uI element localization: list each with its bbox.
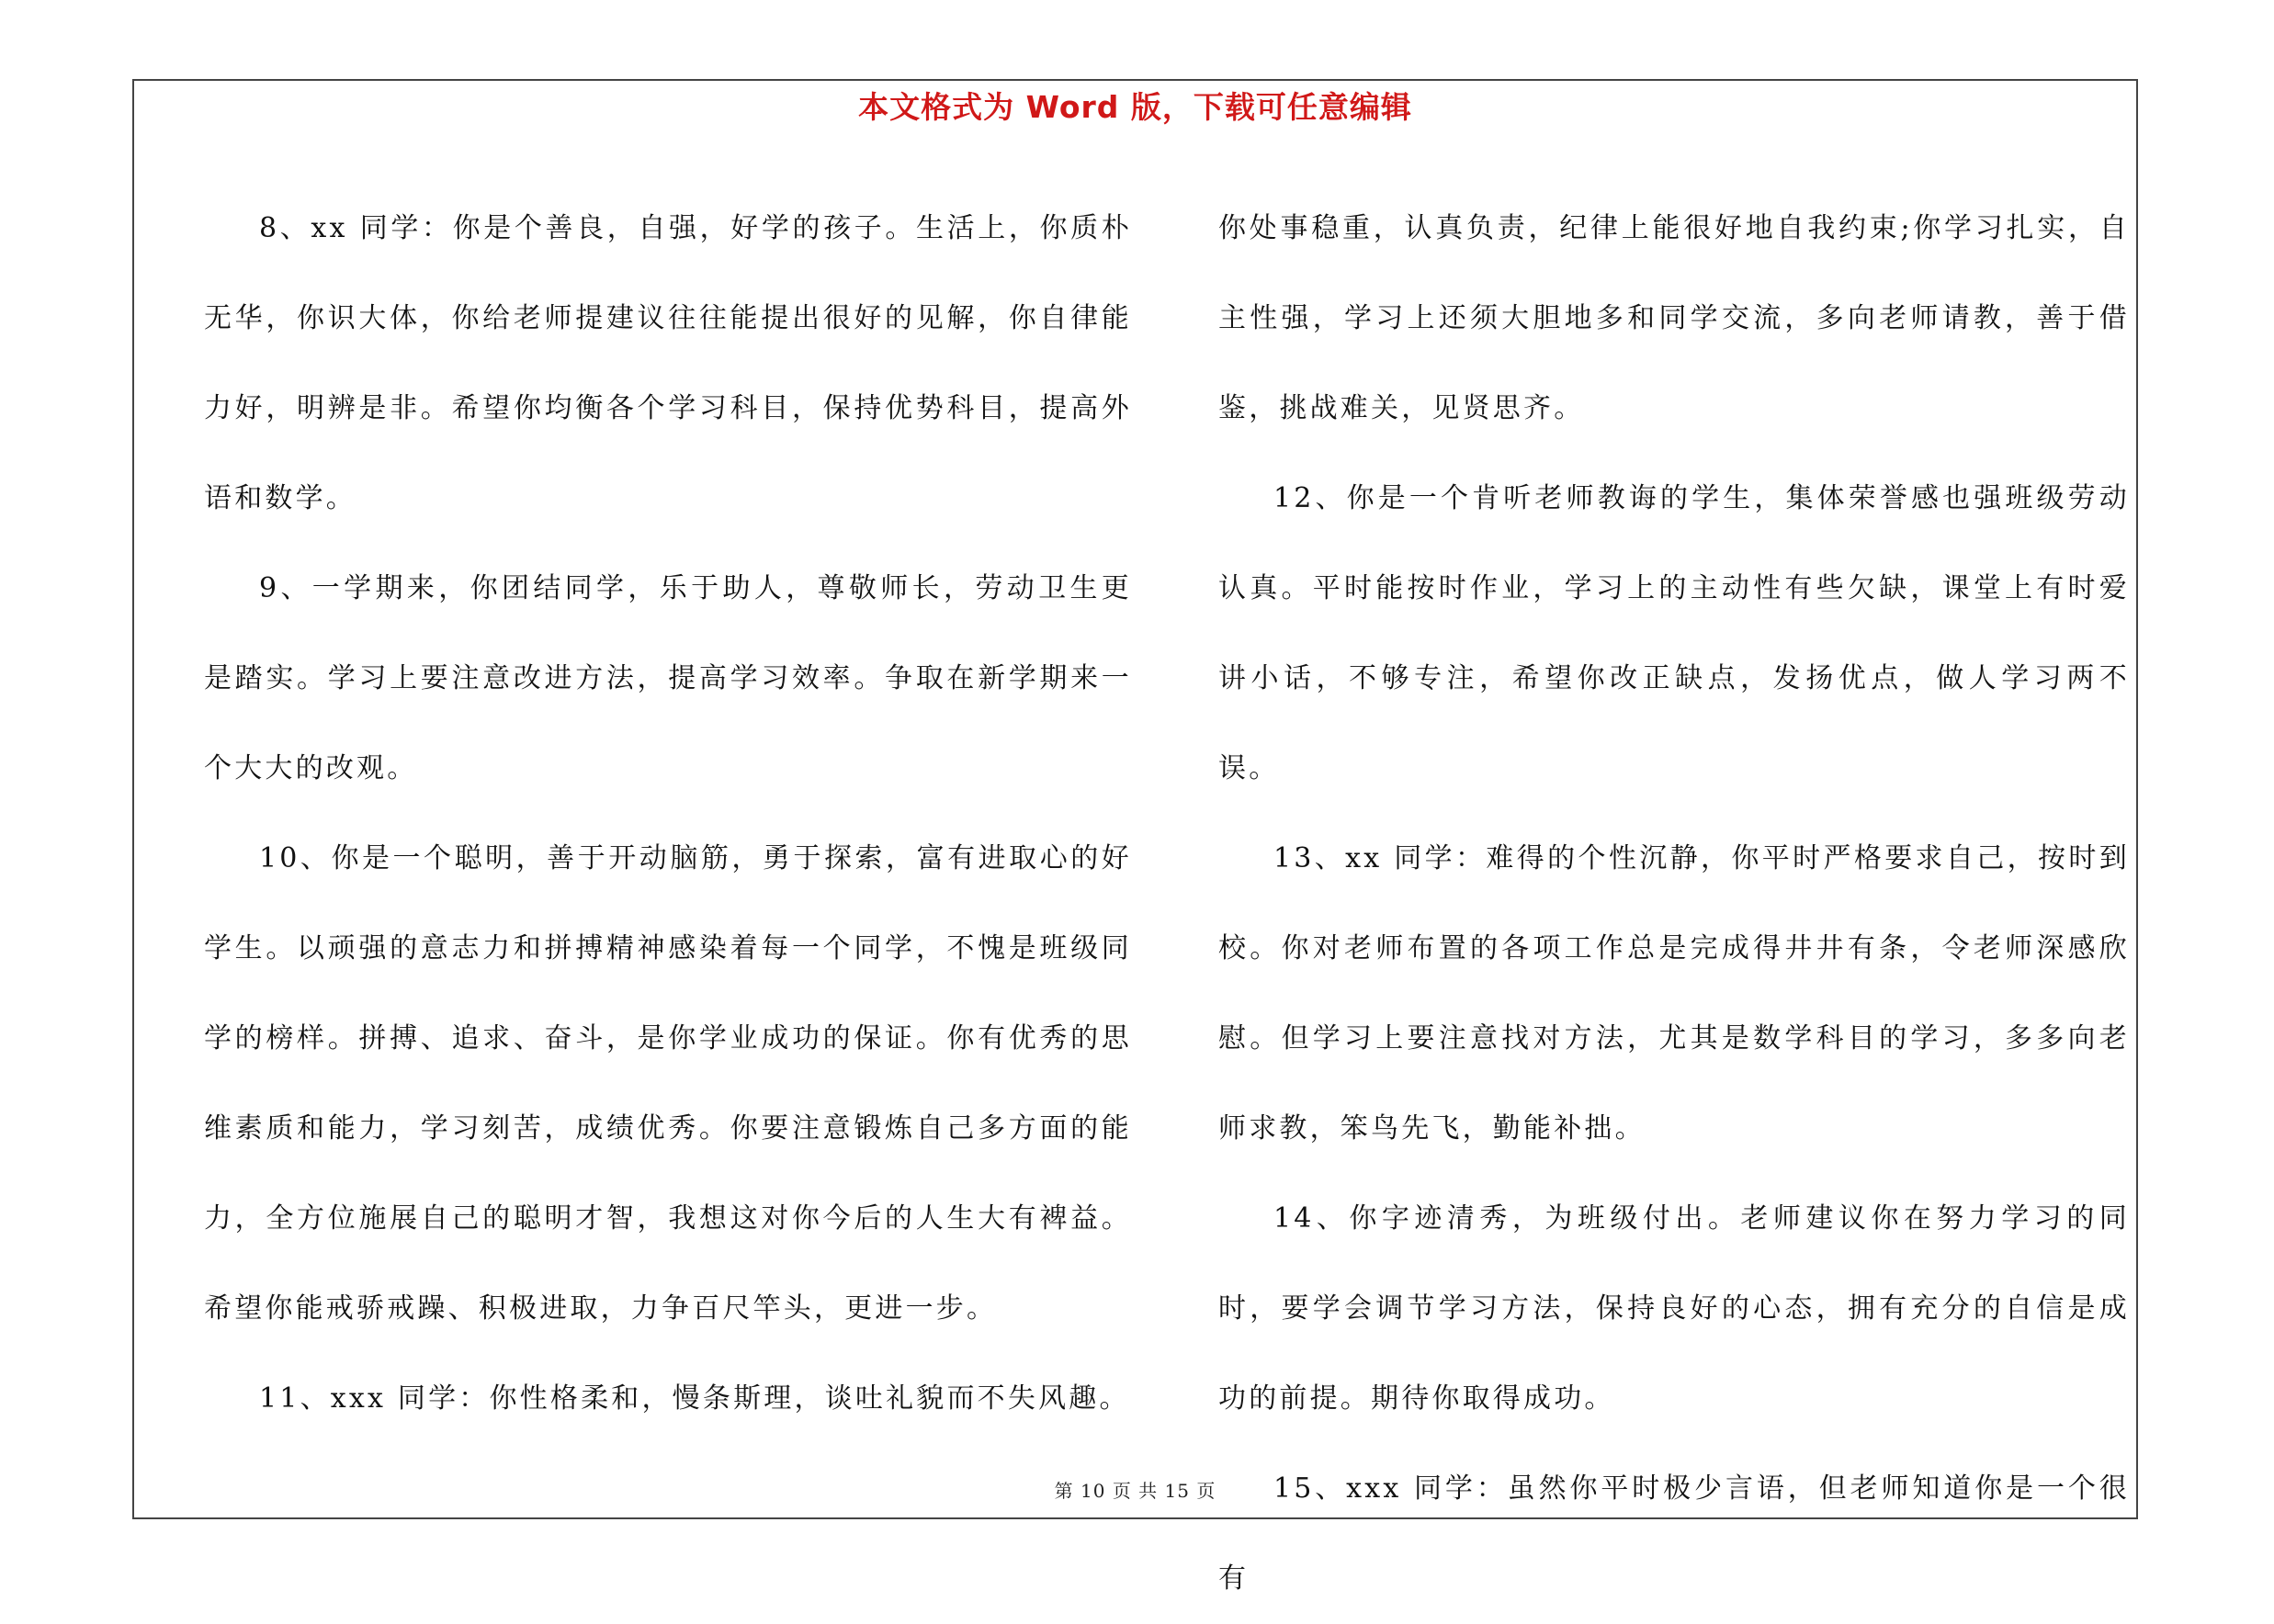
- paragraph-14: 14、你字迹清秀，为班级付出。老师建议你在努力学习的同时，要学会调节学习方法，保持良好的心态，拥有充分的自信是成功的前提。期待你取得成功。: [1218, 1202, 2130, 1415]
- format-banner: 本文格式为 Word 版，下载可任意编辑: [858, 89, 1412, 125]
- paragraph-10: 10、你是一个聪明，善于开动脑筋，勇于探索，富有进取心的好学生。以顽强的意志力和拼搏精神感染着每一个同学，不愧是班级同学的榜样。拼搏、追求、奋斗，是你学业成功的保证。你有优秀的思维素质和能力，学习刻苦，成绩优秀。你要注意锻炼自己多方面的能力，全方位施展自己的聪明才智，我想这对你今后的人生大有裨益。希望你能戒骄戒躁、积极进取，力争百尺竿头，更进一步。: [204, 842, 1132, 1325]
- paragraph-9: 9、一学期来，你团结同学，乐于助人，尊敬师长，劳动卫生更是踏实。学习上要注意改进方法，提高学习效率。争取在新学期来一个大大的改观。: [204, 572, 1132, 784]
- right-column: [1218, 184, 2130, 1624]
- paragraph-15: 15、xxx 同学：虽然你平时极少言语，但老师知道你是一个很有: [1218, 1472, 2130, 1595]
- page-number: 第 10 页 共 15 页: [1054, 1480, 1216, 1502]
- paragraph-12: 12、你是一个肯听老师教诲的学生，集体荣誉感也强班级劳动认真。平时能按时作业，学习上的主动性有些欠缺，课堂上有时爱讲小话，不够专注，希望你改正缺点，发扬优点，做人学习两不误。: [1218, 482, 2130, 784]
- paragraph-11: 11、xxx 同学：你性格柔和，慢条斯理，谈吐礼貌而不失风趣。: [259, 1382, 1130, 1415]
- paragraph-11-continued: 你处事稳重，认真负责，纪律上能很好地自我约束;你学习扎实，自主性强，学习上还须大胆地多和同学交流，多向老师请教，善于借鉴，挑战难关，见贤思齐。: [1218, 212, 2130, 424]
- paragraph-8: 8、xx 同学：你是个善良，自强，好学的孩子。生活上，你质朴无华，你识大体，你给老师提建议往往能提出很好的见解，你自律能力好，明辨是非。希望你均衡各个学习科目，保持优势科目，提高外语和数学。: [204, 212, 1132, 514]
- paragraph-13: 13、xx 同学：难得的个性沉静，你平时严格要求自己，按时到校。你对老师布置的各项工作总是完成得井井有条，令老师深感欣慰。但学习上要注意找对方法，尤其是数学科目的学习，多多向老师求教，笨鸟先飞，勤能补拙。: [1218, 842, 2130, 1145]
- left-column: [204, 184, 1132, 1444]
